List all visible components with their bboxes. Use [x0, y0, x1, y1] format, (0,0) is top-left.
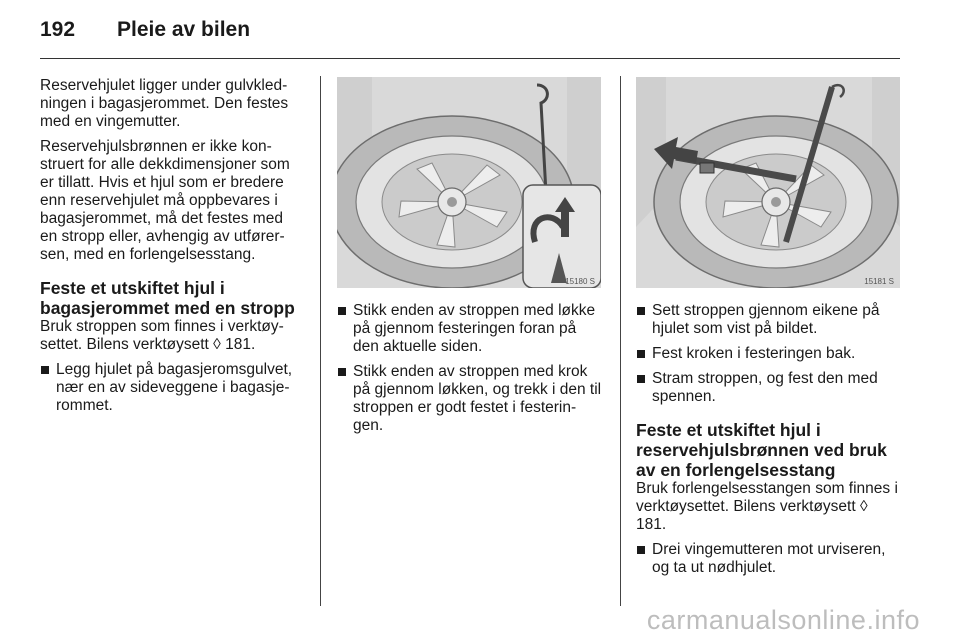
watermark: carmanualsonline.info — [646, 605, 920, 635]
figure-strap-loop — [337, 77, 601, 288]
page-number: 192 — [40, 18, 76, 41]
figure-code: 15181 S — [864, 277, 894, 286]
bullet-item: Fest kroken i festeringen bak. — [636, 345, 902, 363]
paragraph-spare-wheel-location: Reservehjulet ligger under gulvkled-ningen i bagasjerommet. Den festes med en vingemutter. — [40, 77, 289, 130]
figure-strap-loop-illustration — [337, 77, 601, 288]
figure-code: 15180 S — [565, 277, 595, 286]
column-3 — [636, 77, 902, 584]
bullet-item: Legg hjulet på bagasjeromsgulvet, nær en av sideveggene i bagasje-rommet. — [40, 361, 302, 415]
column-divider-2 — [620, 76, 621, 606]
paragraph-spare-wheel-well: Reservehjulsbrønnen er ikke kon-struert for alle dekkdimensjoner som er tillatt. Hvis et hjul som er bredere enn reservehjulet må oppbevares i bagasjerommet, må det festes med en stropp eller, avhengig av utfører-sen, med en forlengelsesstang. — [40, 138, 290, 263]
paragraph-use-extension-bar: Bruk forlengelsesstangen som finnes i verktøysettet. Bilens verktøysett ◊ 181. — [636, 480, 898, 533]
bullet-item: Drei vingemutteren mot urviseren, og ta ut nødhjulet. — [636, 541, 902, 577]
bullet-item: Stikk enden av stroppen med løkke på gjennom festeringen foran på den aktuelle siden. — [337, 302, 603, 356]
bullet-item: Stikk enden av stroppen med krok på gjennom løkken, og trekk i den til stroppen er godt festet i festerin-gen. — [337, 363, 603, 435]
figure-strap-through-spokes-illustration — [636, 77, 900, 288]
page-title: Pleie av bilen — [117, 18, 251, 41]
column-2 — [337, 77, 603, 442]
header-rule — [40, 58, 900, 59]
figure-strap-through-spokes — [636, 77, 900, 288]
column-divider-1 — [320, 76, 321, 606]
section-heading-extension-bar: Feste et utskiftet hjul i reservehjulsbrønnen ved bruk av en forlengelsesstang — [636, 420, 887, 480]
paragraph-use-strap: Bruk stroppen som finnes i verktøy-settet. Bilens verktøysett ◊ 181. — [40, 318, 284, 353]
section-heading-strap: Feste et utskiftet hjul i bagasjerommet med en stropp — [40, 278, 295, 318]
column-1 — [40, 77, 302, 422]
bullet-item: Stram stroppen, og fest den med spennen. — [636, 370, 902, 406]
bullet-item: Sett stroppen gjennom eikene på hjulet som vist på bildet. — [636, 302, 902, 338]
